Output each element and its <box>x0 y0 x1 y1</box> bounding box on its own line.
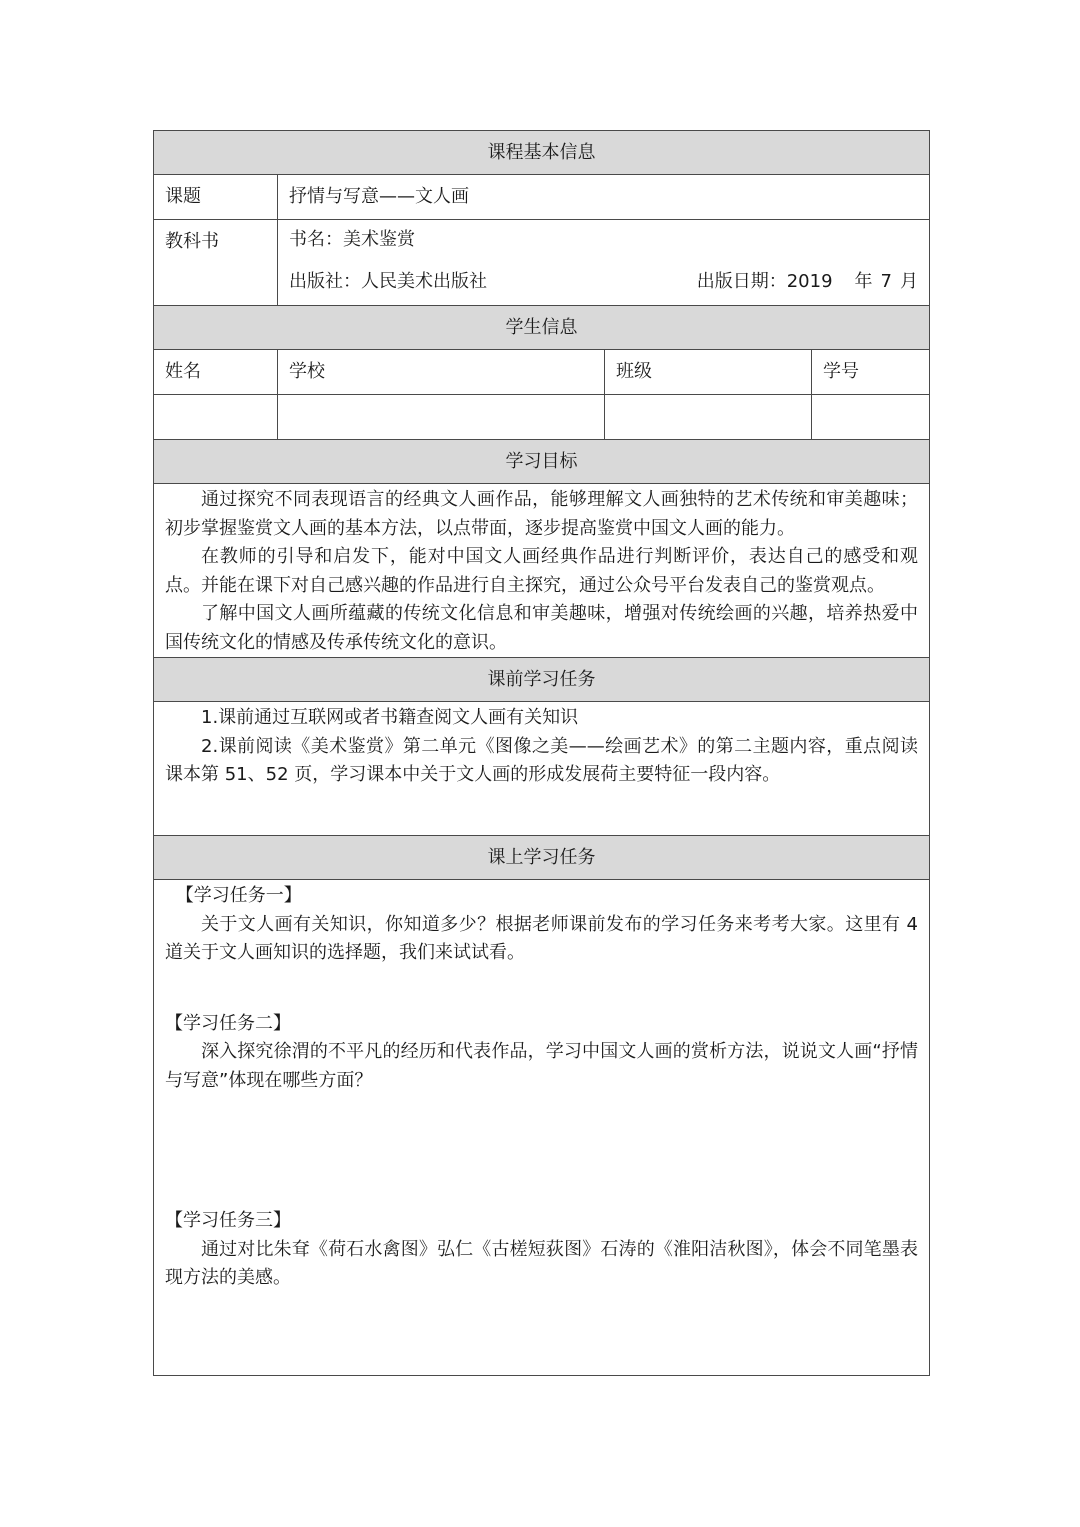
in-class-header: 课上学习任务 <box>154 836 930 880</box>
publish-month-unit: 月 <box>900 271 918 292</box>
objective-paragraph: 通过探究不同表现语言的经典文人画作品，能够理解文人画独特的艺术传统和审美趣味；初步掌握鉴赏文人画的基本方法，以点带面，逐步提高鉴赏中国文人画的能力。 <box>165 489 918 539</box>
topic-label: 课题 <box>154 175 278 220</box>
pre-class-item: 1.课前通过互联网或者书籍查阅文人画有关知识 <box>201 707 579 728</box>
student-id-field[interactable] <box>812 395 930 440</box>
topic-value: 抒情与写意——文人画 <box>278 175 930 220</box>
pre-class-cell <box>154 702 930 836</box>
worksheet <box>153 130 929 1376</box>
course-info-header: 课程基本信息 <box>154 131 930 175</box>
student-id-label: 学号 <box>812 350 930 395</box>
in-class-row <box>154 880 930 1376</box>
publisher-row <box>289 268 918 296</box>
class-field[interactable] <box>605 395 812 440</box>
publish-date <box>697 268 918 296</box>
in-class-header-row <box>154 836 930 880</box>
name-label: 姓名 <box>154 350 278 395</box>
objective-paragraph: 了解中国文人画所蕴藏的传统文化信息和审美趣味，增强对传统绘画的兴趣，培养热爱中国传统文化的情感及传承传统文化的意识。 <box>165 603 918 653</box>
task-three-title: 【学习任务三】 <box>165 1210 291 1231</box>
course-worksheet-table <box>153 130 930 1376</box>
pre-class-item: 2.课前阅读《美术鉴赏》第二单元《图像之美——绘画艺术》的第二主题内容，重点阅读课本第 51、52 页，学习课本中关于文人画的形成发展荷主要特征一段内容。 <box>165 735 918 785</box>
course-info-header-row <box>154 131 930 175</box>
in-class-cell <box>154 880 930 1376</box>
objectives-header-row <box>154 440 930 484</box>
task-two-title: 【学习任务二】 <box>165 1012 291 1034</box>
publisher: 出版社：人民美术出版社 <box>289 271 487 292</box>
pre-class-header-row <box>154 658 930 702</box>
class-label: 班级 <box>605 350 812 395</box>
name-field[interactable] <box>154 395 278 440</box>
pre-class-header: 课前学习任务 <box>154 658 930 702</box>
textbook-label: 教科书 <box>154 220 278 306</box>
publish-year-unit: 年 <box>854 271 873 292</box>
pre-class-row <box>154 702 930 836</box>
student-info-header-row <box>154 306 930 350</box>
publish-date-label: 出版日期：2019 <box>696 271 833 292</box>
objective-paragraph: 在教师的引导和启发下，能对中国文人画经典作品进行判断评价，表达自己的感受和观点。并能在课下对自己感兴趣的作品进行自主探究，通过公众号平台发表自己的鉴赏观点。 <box>165 546 918 596</box>
task-two-text: 深入探究徐渭的不平凡的经历和代表作品，学习中国文人画的赏析方法，说说文人画“抒情与写意”体现在哪些方面？ <box>165 1041 918 1091</box>
task-one-title: 【学习任务一】 <box>175 885 302 906</box>
student-info-entry-row <box>154 395 930 440</box>
objectives-row <box>154 484 930 658</box>
school-label: 学校 <box>278 350 605 395</box>
school-field[interactable] <box>278 395 605 440</box>
task-three-text: 通过对比朱耷《荷石水禽图》弘仁《古槎短荻图》石涛的《淮阳洁秋图》，体会不同笔墨表现方法的美感。 <box>165 1238 918 1288</box>
objectives-cell <box>154 484 930 658</box>
publish-month: 7 <box>880 271 892 292</box>
topic-row <box>154 175 930 220</box>
student-info-label-row <box>154 350 930 395</box>
task-one-text: 关于文人画有关知识，你知道多少？根据老师课前发布的学习任务来考考大家。这里有 4 道关于文人画知识的选择题，我们来试试看。 <box>165 913 918 963</box>
student-info-header: 学生信息 <box>154 306 930 350</box>
textbook-cell <box>278 220 930 306</box>
objectives-header: 学习目标 <box>154 440 930 484</box>
book-name: 书名：美术鉴赏 <box>289 229 415 250</box>
textbook-row <box>154 220 930 306</box>
